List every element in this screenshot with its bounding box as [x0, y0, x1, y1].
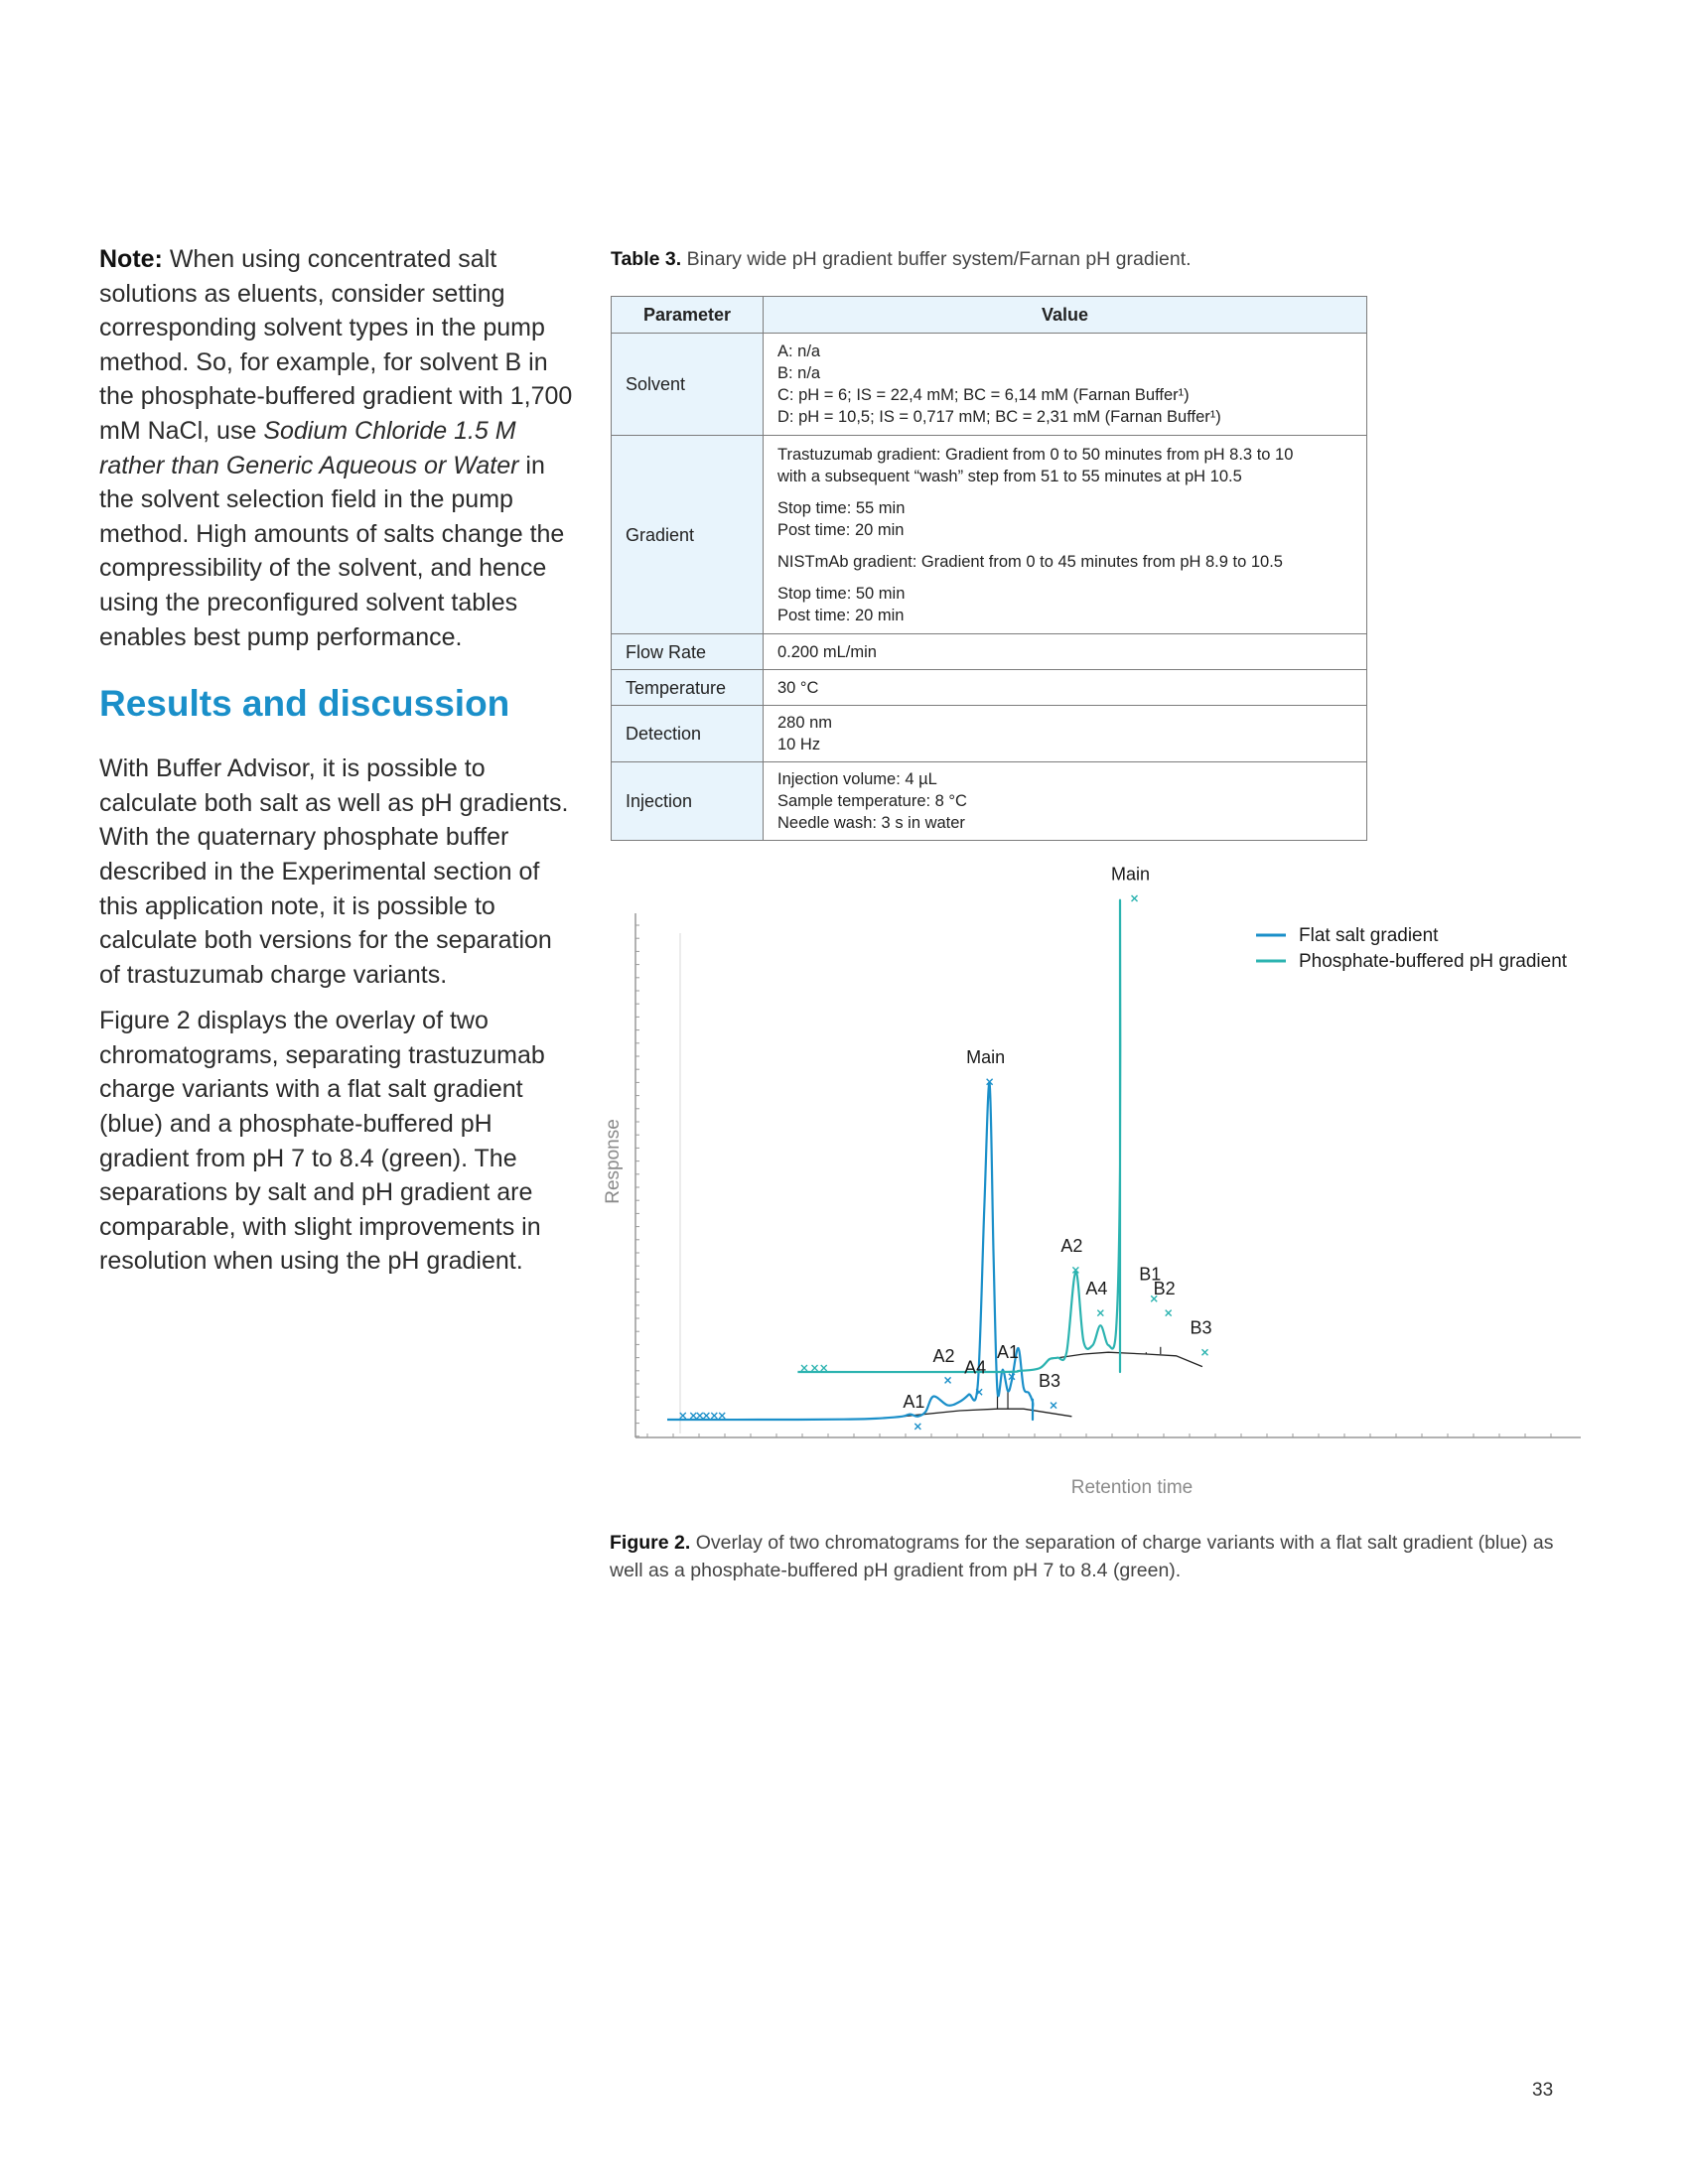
event-mark	[697, 1413, 703, 1419]
chromatogram-chart	[596, 864, 1589, 1519]
peak-label: B2	[1153, 1279, 1176, 1298]
value-temperature: 30 °C	[764, 670, 1367, 706]
peak-mark	[1051, 1403, 1056, 1409]
event-mark	[812, 1365, 818, 1371]
gradient-line: Stop time: 50 min	[777, 584, 906, 603]
peak-label: A4	[1085, 1279, 1108, 1298]
value-gradient	[764, 436, 1367, 634]
param-temperature: Temperature	[612, 670, 764, 706]
param-flow-rate: Flow Rate	[612, 634, 764, 670]
table-caption	[611, 248, 1192, 271]
note-italic: Sodium Chloride 1.5 M rather than Generic Aqueous or Water	[99, 416, 519, 479]
integration-baseline	[1050, 1352, 1202, 1366]
legend-label-ph: Phosphate-buffered pH gradient	[1299, 951, 1568, 972]
injection-line: Sample temperature: 8 °C	[777, 792, 967, 810]
gradient-line: NISTmAb gradient: Gradient from 0 to 45 minutes from pH 8.9 to 10.5	[777, 552, 1283, 571]
peak-label: B3	[1039, 1371, 1061, 1391]
gradient-line: Trastuzumab gradient: Gradient from 0 to 50 minutes from pH 8.3 to 10	[777, 445, 1294, 464]
figure-caption-text: Overlay of two chromatograms for the separation of charge variants with a flat salt gradient (blue) as well as a phosphate-buffered pH gradient from pH 7 to 8.4 (green).	[610, 1532, 1554, 1581]
table-row-temperature	[612, 670, 1367, 706]
value-solvent	[764, 334, 1367, 436]
param-gradient: Gradient	[612, 436, 764, 634]
solvent-line: C: pH = 6; IS = 22,4 mM; BC = 6,14 mM (Farnan Buffer¹)	[777, 386, 1190, 404]
table-caption-label: Table 3.	[611, 248, 682, 270]
section-heading: Results and discussion	[99, 683, 510, 725]
param-injection: Injection	[612, 762, 764, 841]
peak-mark	[1166, 1310, 1172, 1316]
peak-label: A4	[964, 1357, 987, 1378]
event-mark	[690, 1413, 696, 1419]
table-row-injection	[612, 762, 1367, 841]
gradient-line: Stop time: 55 min	[777, 498, 906, 517]
table-caption-text: Binary wide pH gradient buffer system/Farnan pH gradient.	[681, 248, 1192, 270]
peak-mark	[1097, 1310, 1103, 1316]
table-row-gradient	[612, 436, 1367, 634]
peak-label: A2	[1060, 1235, 1083, 1256]
solvent-line: A: n/a	[777, 342, 821, 360]
y-axis-label: Response	[603, 1119, 624, 1204]
peak-mark	[914, 1424, 920, 1430]
gradient-line: with a subsequent “wash” step from 51 to 55 minutes at pH 10.5	[777, 467, 1242, 485]
x-axis-label: Retention time	[1070, 1477, 1194, 1498]
figure-caption	[610, 1529, 1563, 1584]
event-mark	[821, 1365, 827, 1371]
peak-label: Main	[966, 1047, 1006, 1068]
peak-label: Main	[1111, 864, 1151, 885]
peak-label: A2	[932, 1345, 955, 1366]
detection-line: 280 nm	[777, 714, 833, 732]
note-paragraph	[99, 242, 576, 654]
value-flow-rate: 0.200 mL/min	[764, 634, 1367, 670]
gradient-line: Post time: 20 min	[777, 606, 905, 624]
results-paragraph-1: With Buffer Advisor, it is possible to calculate both salt as well as pH gradients. With the quaternary phosphate buffer described in the Experimental section of this application note, it is possible to calculate both versions for the separation of trastuzumab charge variants.	[99, 754, 569, 989]
peak-label: B3	[1190, 1317, 1212, 1338]
event-mark	[801, 1365, 807, 1371]
figure-caption-label: Figure 2.	[610, 1532, 691, 1554]
table-header-row	[612, 297, 1367, 334]
peak-label: B1	[1139, 1264, 1162, 1285]
injection-line: Injection volume: 4 µL	[777, 770, 937, 788]
peak-mark	[1201, 1349, 1207, 1355]
series-line-ph-gradient	[797, 900, 1120, 1372]
page-number: 33	[1532, 2080, 1554, 2101]
event-mark	[719, 1413, 725, 1419]
left-column	[99, 242, 576, 1291]
note-text-2: in the solvent selection field in the pump method. High amounts of salts change the compressibility of the solvent, and hence using the preconfigured solvent tables enables best pump performance.	[99, 451, 565, 651]
solvent-line: D: pH = 10,5; IS = 0,717 mM; BC = 2,31 mM (Farnan Buffer¹)	[777, 408, 1221, 426]
event-mark	[703, 1413, 709, 1419]
chart-axes	[635, 913, 1581, 1437]
param-detection: Detection	[612, 706, 764, 762]
table-row-detection	[612, 706, 1367, 762]
peak-label: A1	[903, 1392, 925, 1413]
solvent-line: B: n/a	[777, 364, 821, 382]
table-row-flow-rate	[612, 634, 1367, 670]
peak-label: A1	[996, 1342, 1019, 1363]
gradient-line: Post time: 20 min	[777, 520, 905, 539]
peak-mark	[1132, 895, 1138, 901]
peak-mark	[945, 1377, 951, 1383]
peak-labels	[903, 864, 1211, 1412]
header-value: Value	[764, 297, 1367, 334]
event-mark	[711, 1413, 717, 1419]
value-injection	[764, 762, 1367, 841]
value-detection	[764, 706, 1367, 762]
legend-label-salt: Flat salt gradient	[1299, 925, 1439, 946]
header-parameter: Parameter	[612, 297, 764, 334]
event-mark	[680, 1413, 686, 1419]
param-solvent: Solvent	[612, 334, 764, 436]
results-paragraph-2: Figure 2 displays the overlay of two chromatograms, separating trastuzumab charge variants with a flat salt gradient (blue) and a phosphate-buffered pH gradient from pH 7 to 8.4 (green). The separations by salt and pH gradient are comparable, with slight improvements in resolution when using the pH gradient.	[99, 1007, 545, 1276]
injection-line: Needle wash: 3 s in water	[777, 814, 965, 832]
series-layer	[667, 900, 1120, 1420]
table-row-solvent	[612, 334, 1367, 436]
note-label: Note:	[99, 245, 163, 273]
parameter-table	[611, 296, 1367, 841]
detection-line: 10 Hz	[777, 736, 821, 753]
note-text: When using concentrated salt solutions as eluents, consider setting corresponding solvent types in the pump method. So, for example, for solvent B in the phosphate-buffered gradient with 1,700 mM NaCl, use	[99, 245, 573, 445]
chart-legend	[1256, 925, 1568, 972]
